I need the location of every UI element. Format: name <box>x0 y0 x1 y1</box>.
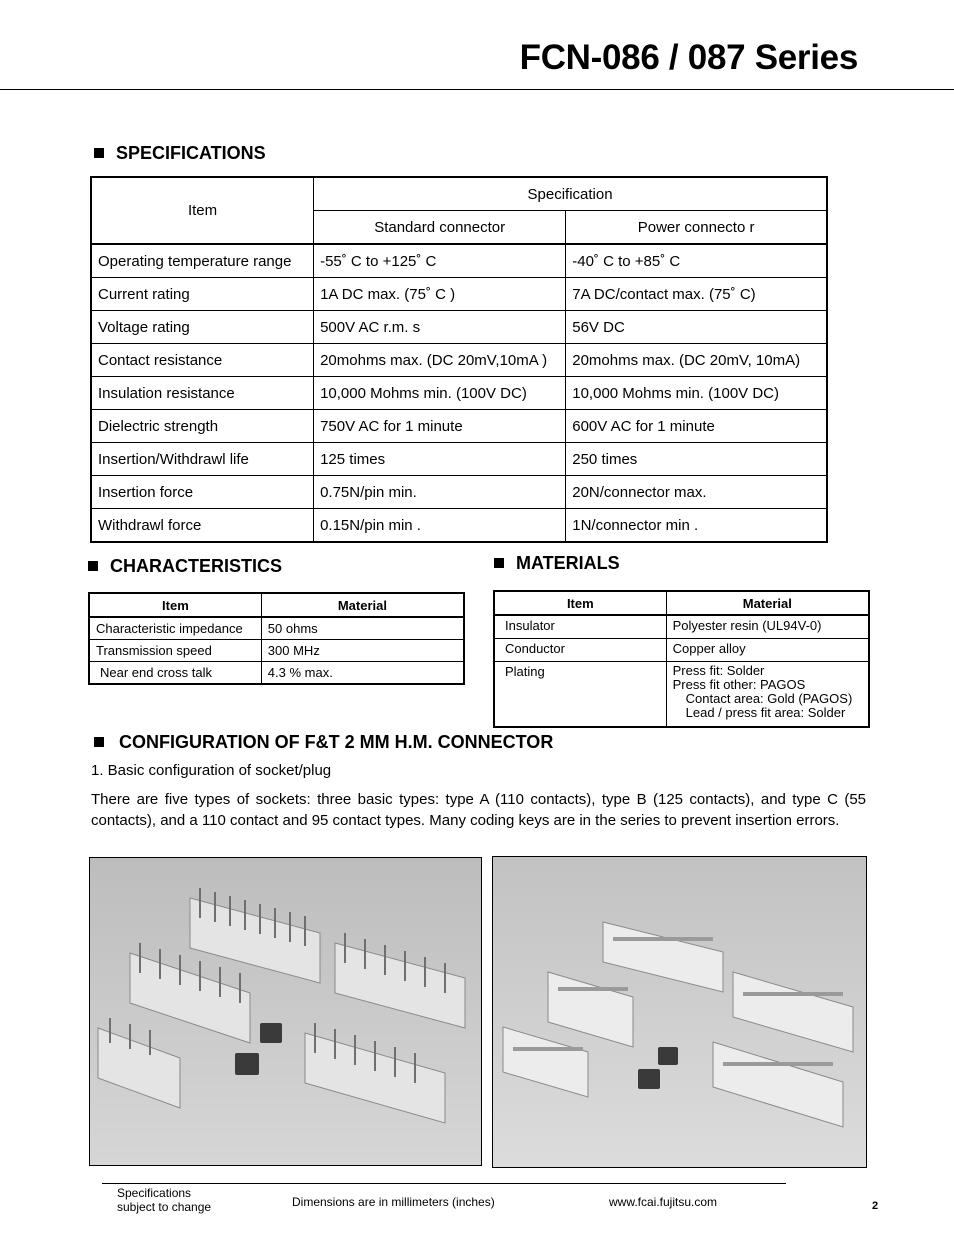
plating-line: Lead / press fit area: Solder <box>685 705 846 720</box>
char-header-item: Item <box>89 593 261 617</box>
spec-standard: 0.15N/pin min . <box>314 509 566 543</box>
char-item: Transmission speed <box>89 640 261 662</box>
spec-item: Dielectric strength <box>91 410 314 443</box>
square-bullet-icon <box>94 737 104 747</box>
spec-power: 7A DC/contact max. (75˚ C) <box>566 278 827 311</box>
spec-standard: 500V AC r.m. s <box>314 311 566 344</box>
footer-website[interactable]: www.fcai.fujitsu.com <box>609 1195 718 1209</box>
table-row <box>494 615 869 639</box>
table-row <box>91 311 827 344</box>
char-value: 4.3 % max. <box>261 662 464 685</box>
configuration-subheading: 1. Basic configuration of socket/plug <box>91 762 332 779</box>
char-item: Characteristic impedance <box>89 617 261 640</box>
spec-power: -40˚ C to +85˚ C <box>566 244 827 278</box>
plating-line: Press fit: Solder <box>672 663 765 678</box>
mat-value: Copper alloy <box>666 639 869 662</box>
mat-item: Plating <box>494 662 666 728</box>
footer-note <box>117 1186 211 1214</box>
page-number: 2 <box>872 1200 879 1212</box>
table-row <box>89 662 464 685</box>
mat-value: Polyester resin (UL94V-0) <box>666 615 869 639</box>
spec-standard: -55˚ C to +125˚ C <box>314 244 566 278</box>
table-row <box>91 244 827 278</box>
square-bullet-icon <box>494 558 504 568</box>
table-row <box>91 278 827 311</box>
plating-line: Contact area: Gold (PAGOS) <box>685 691 853 706</box>
socket-photo-right <box>492 856 867 1168</box>
specifications-table <box>90 176 828 543</box>
spec-header-specification: Specification <box>314 177 827 211</box>
spec-header-item: Item <box>91 177 314 244</box>
table-row <box>91 377 827 410</box>
spec-power: 10,000 Mohms min. (100V DC) <box>566 377 827 410</box>
materials-heading-text: MATERIALS <box>516 553 620 573</box>
spec-power: 600V AC for 1 minute <box>566 410 827 443</box>
spec-standard: 1A DC max. (75˚ C ) <box>314 278 566 311</box>
footer-note-line: Specifications <box>117 1186 192 1200</box>
spec-item: Insertion/Withdrawl life <box>91 443 314 476</box>
materials-table <box>493 590 870 728</box>
spec-power: 56V DC <box>566 311 827 344</box>
mat-item: Conductor <box>494 639 666 662</box>
spec-item: Withdrawl force <box>91 509 314 543</box>
table-row <box>89 640 464 662</box>
spec-item: Insertion force <box>91 476 314 509</box>
footer-divider <box>102 1183 786 1184</box>
connector-photo-right-illustration <box>493 857 866 1167</box>
table-row <box>91 476 827 509</box>
table-row <box>494 639 869 662</box>
spec-power: 1N/connector min . <box>566 509 827 543</box>
spec-power: 20mohms max. (DC 20mV, 10mA) <box>566 344 827 377</box>
footer-dimensions: Dimensions are in millimeters (inches) <box>292 1195 495 1209</box>
page-title: FCN-086 / 087 Series <box>519 38 858 77</box>
table-row <box>91 509 827 543</box>
mat-item: Insulator <box>494 615 666 639</box>
spec-item: Contact resistance <box>91 344 314 377</box>
mat-header-material: Material <box>666 591 869 615</box>
table-row <box>91 344 827 377</box>
spec-power: 20N/connector max. <box>566 476 827 509</box>
table-row <box>91 410 827 443</box>
table-row <box>91 443 827 476</box>
characteristics-table <box>88 592 465 685</box>
square-bullet-icon <box>88 561 98 571</box>
specifications-heading-text: SPECIFICATIONS <box>116 143 266 163</box>
spec-header-power: Power connecto r <box>566 211 827 245</box>
characteristics-heading <box>88 556 282 577</box>
table-row <box>89 617 464 640</box>
spec-item: Operating temperature range <box>91 244 314 278</box>
plating-line: Press fit other: PAGOS <box>672 677 806 692</box>
square-bullet-icon <box>94 148 104 158</box>
spec-header-standard: Standard connector <box>314 211 566 245</box>
configuration-heading <box>94 732 553 753</box>
mat-value <box>666 662 869 728</box>
header-divider <box>0 89 954 90</box>
spec-item: Voltage rating <box>91 311 314 344</box>
configuration-heading-text: CONFIGURATION OF F&T 2 MM H.M. CONNECTOR <box>119 732 554 752</box>
spec-item: Insulation resistance <box>91 377 314 410</box>
materials-heading <box>494 553 620 574</box>
spec-standard: 20mohms max. (DC 20mV,10mA ) <box>314 344 566 377</box>
table-row <box>494 662 869 728</box>
configuration-paragraph: There are five types of sockets: three basic types: type A (110 contacts), type B (125 contacts), and type C (55 contacts), and a 110 contact and 95 contact types. Many coding keys are in the series to prevent insertion errors. <box>91 791 866 829</box>
characteristics-heading-text: CHARACTERISTICS <box>110 556 283 576</box>
char-item: Near end cross talk <box>89 662 261 685</box>
footer-note-line: subject to change <box>117 1200 212 1214</box>
spec-item: Current rating <box>91 278 314 311</box>
socket-photo-left <box>89 857 482 1166</box>
spec-standard: 125 times <box>314 443 566 476</box>
spec-standard: 0.75N/pin min. <box>314 476 566 509</box>
spec-power: 250 times <box>566 443 827 476</box>
specifications-heading <box>94 143 266 164</box>
char-header-material: Material <box>261 593 464 617</box>
connector-photo-left-illustration <box>90 858 481 1165</box>
mat-header-item: Item <box>494 591 666 615</box>
char-value: 300 MHz <box>261 640 464 662</box>
char-value: 50 ohms <box>261 617 464 640</box>
spec-standard: 750V AC for 1 minute <box>314 410 566 443</box>
spec-standard: 10,000 Mohms min. (100V DC) <box>314 377 566 410</box>
